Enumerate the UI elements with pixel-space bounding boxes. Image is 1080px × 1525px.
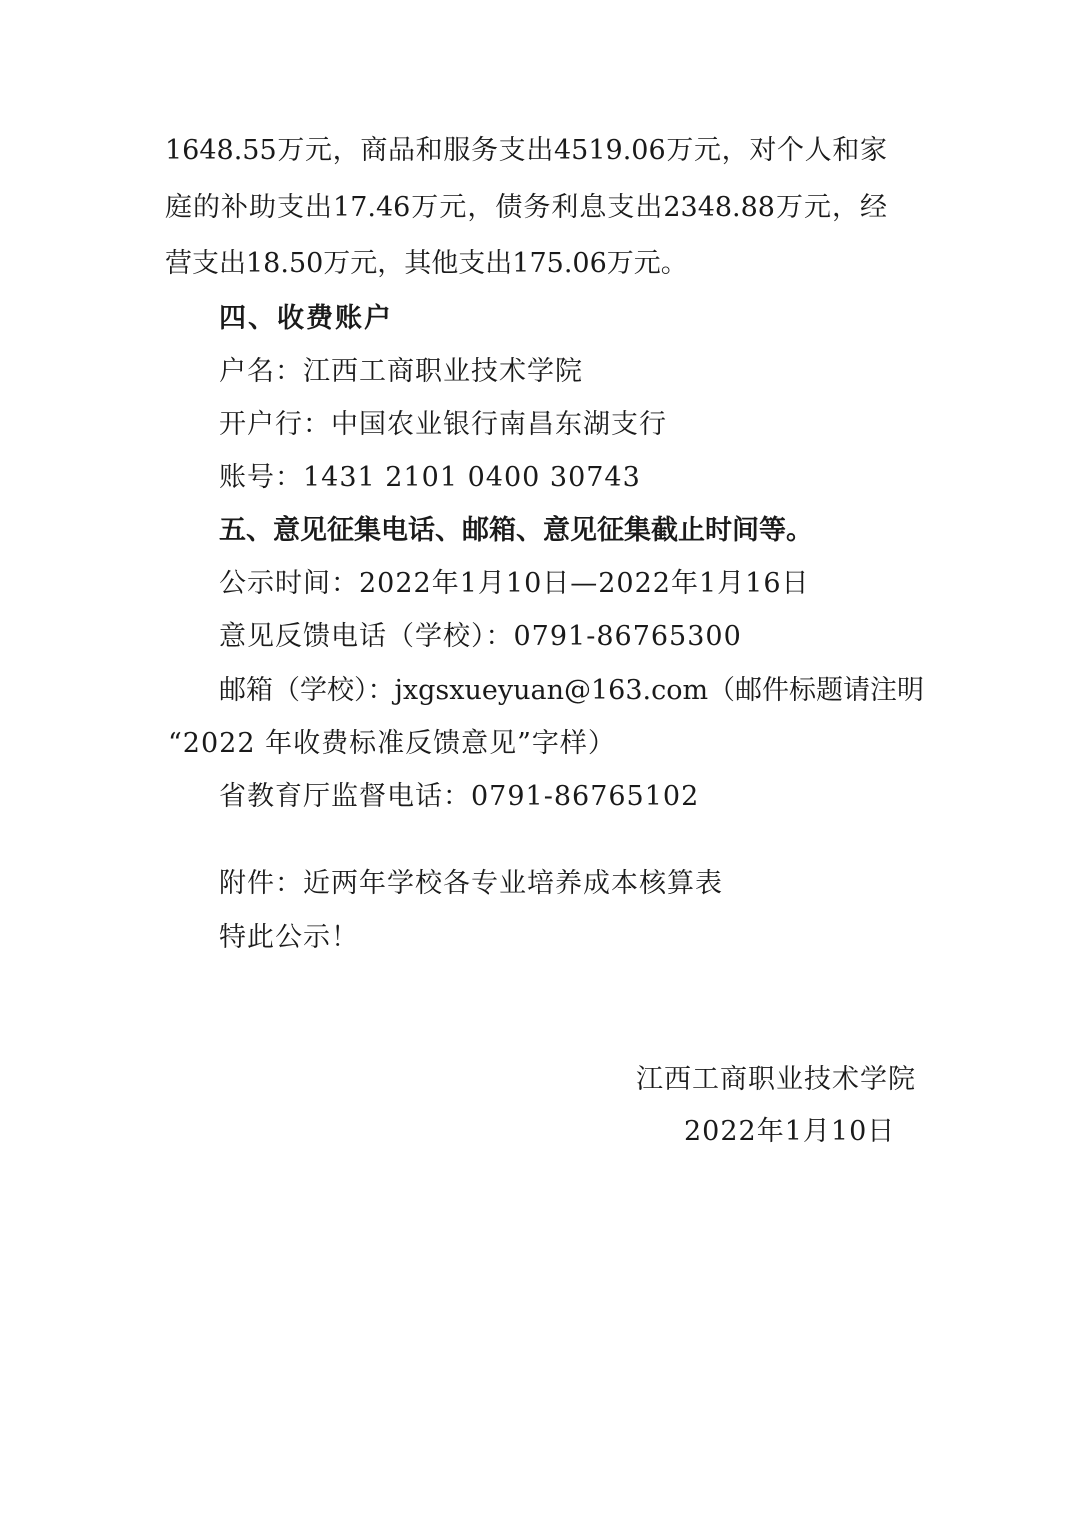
account-name: 户名：江西工商职业技术学院: [219, 356, 583, 387]
signature-organization: 江西工商职业技术学院: [636, 1064, 916, 1095]
attachment-note: 附件：近两年学校各专业培养成本核算表: [219, 868, 723, 899]
closing-text: 特此公示！: [219, 922, 359, 953]
feedback-phone: 意见反馈电话（学校）：0791-86765300: [219, 621, 742, 652]
bank-name: 开户行：中国农业银行南昌东湖支行: [219, 409, 667, 440]
feedback-email: 邮箱（学校）：jxgsxueyuan@163.com（邮件标题请注明: [219, 675, 925, 706]
paragraph-line-3: 营支出18.50万元，其他支出175.06万元。: [165, 248, 688, 279]
signature-date: 2022年1月10日: [684, 1116, 896, 1147]
account-number: 账号：1431 2101 0400 30743: [219, 462, 641, 493]
paragraph-line-1: 1648.55万元，商品和服务支出4519.06万元，对个人和家: [165, 135, 887, 166]
section-heading-fee-account: 四、收费账户: [219, 303, 393, 334]
paragraph-line-2: 庭的补助支出17.46万元，债务利息支出2348.88万元，经: [165, 192, 887, 223]
email-subject-note: “2022 年收费标准反馈意见”字样）: [168, 728, 616, 759]
publicity-period: 公示时间：2022年1月10日—2022年1月16日: [219, 568, 810, 599]
section-heading-feedback: 五、意见征集电话、邮箱、意见征集截止时间等。: [219, 515, 813, 546]
supervision-phone: 省教育厅监督电话：0791-86765102: [219, 781, 700, 812]
